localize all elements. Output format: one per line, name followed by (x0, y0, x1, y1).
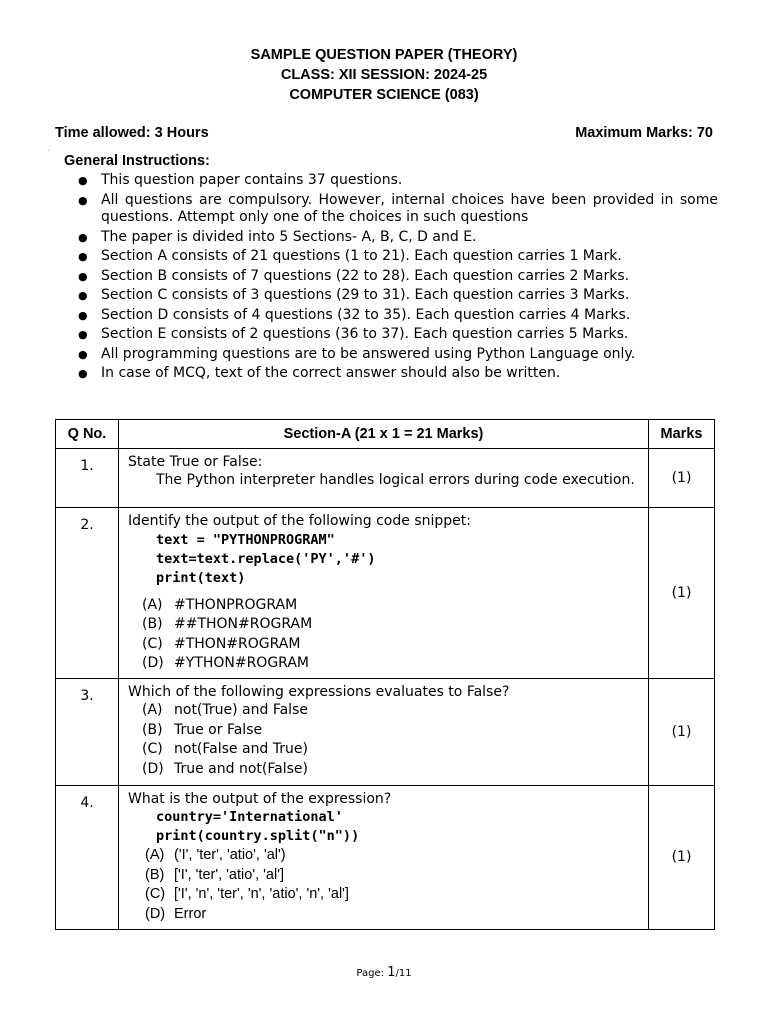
question-marks: (1) (649, 678, 715, 785)
question-body (119, 785, 649, 929)
instruction-item: ● All questions are compulsory. However, internal choices have been provided in some questions. Attempt only one of the choices in such questions (78, 192, 718, 227)
maximum-marks: Maximum Marks: 70 (575, 125, 713, 141)
question-marks: (1) (649, 508, 715, 679)
question-number: 3. (56, 678, 119, 785)
option-b: (B) ##THON#ROGRAM (142, 616, 313, 632)
header-section: Section-A (21 x 1 = 21 Marks) (119, 420, 649, 449)
option-d: (D) True and not(False) (142, 760, 308, 777)
question-marks: (1) (649, 785, 715, 929)
general-instructions-title: General Instructions: (64, 153, 210, 169)
option-a: (A) ('I', 'ter', 'atio', 'al') (145, 847, 286, 863)
question-number: 1. (56, 449, 119, 508)
table-row (56, 785, 715, 929)
option-c: (C) ['I', 'n', 'ter', 'n', 'atio', 'n', 'al'] (145, 886, 349, 902)
table-header-row (56, 420, 715, 449)
option-a: (A) not(True) and False (142, 702, 308, 718)
paper-title: SAMPLE QUESTION PAPER (THEORY) (250, 47, 518, 63)
class-session: CLASS: XII SESSION: 2024-25 (280, 67, 488, 83)
option-d: (D) Error (145, 905, 207, 922)
option-c: (C) #THON#ROGRAM (142, 635, 301, 652)
code-line: print(country.split("n")) (156, 828, 360, 844)
question-statement: The Python interpreter handles logical errors during code execution. (156, 471, 635, 488)
header-marks: Marks (649, 420, 715, 449)
question-table (55, 419, 715, 930)
stray-dot: . (48, 146, 50, 153)
instructions-list (78, 172, 718, 385)
table-row (56, 678, 715, 785)
page-number: 1 (387, 965, 396, 980)
code-line: text=text.replace('PY','#') (156, 550, 376, 567)
instruction-item: ● All programming questions are to be answered using Python Language only. (78, 346, 718, 364)
instruction-item: ● This question paper contains 37 questions. (78, 172, 718, 190)
code-line: print(text) (156, 569, 246, 586)
option-b: (B) ['I', 'ter', 'atio', 'al'] (145, 866, 284, 883)
question-stem: State True or False: (128, 454, 263, 470)
option-c: (C) not(False and True) (142, 741, 308, 757)
question-body (119, 508, 649, 679)
instruction-item: ● Section B consists of 7 questions (22 to 28). Each question carries 2 Marks. (78, 268, 718, 286)
option-b: (B) True or False (142, 721, 263, 738)
instruction-item: ● Section C consists of 3 questions (29 to 31). Each question carries 3 Marks. (78, 287, 718, 305)
option-a: (A) #THONPROGRAM (142, 596, 298, 613)
question-body (119, 449, 649, 508)
question-stem: Which of the following expressions evaluates to False? (128, 683, 510, 700)
instruction-item: ● In case of MCQ, text of the correct answer should also be written. (78, 365, 718, 383)
instruction-item: ● Section E consists of 2 questions (36 to 37). Each question carries 5 Marks. (78, 326, 718, 344)
code-line: text = "PYTHONPROGRAM" (156, 531, 335, 548)
page-label: Page: (356, 968, 388, 979)
option-d: (D) #YTHON#ROGRAM (142, 655, 309, 671)
instruction-item: ● Section D consists of 4 questions (32 to 35). Each question carries 4 Marks. (78, 307, 718, 325)
question-stem: Identify the output of the following code snippet: (128, 513, 471, 529)
page-footer (0, 965, 768, 980)
question-number: 4. (56, 785, 119, 929)
subject-title: COMPUTER SCIENCE (083) (289, 87, 479, 103)
instruction-item: ● Section A consists of 21 questions (1 to 21). Each question carries 1 Mark. (78, 248, 718, 266)
code-line: country='International' (156, 809, 343, 825)
question-number: 2. (56, 508, 119, 679)
time-allowed: Time allowed: 3 Hours (55, 125, 209, 141)
table-row (56, 449, 715, 508)
question-marks: (1) (649, 449, 715, 508)
instruction-item: ● The paper is divided into 5 Sections- A, B, C, D and E. (78, 229, 718, 247)
header-qno: Q No. (56, 420, 119, 449)
question-stem: What is the output of the expression? (128, 790, 392, 807)
question-body (119, 678, 649, 785)
table-row (56, 508, 715, 679)
page-total: /11 (395, 968, 412, 979)
